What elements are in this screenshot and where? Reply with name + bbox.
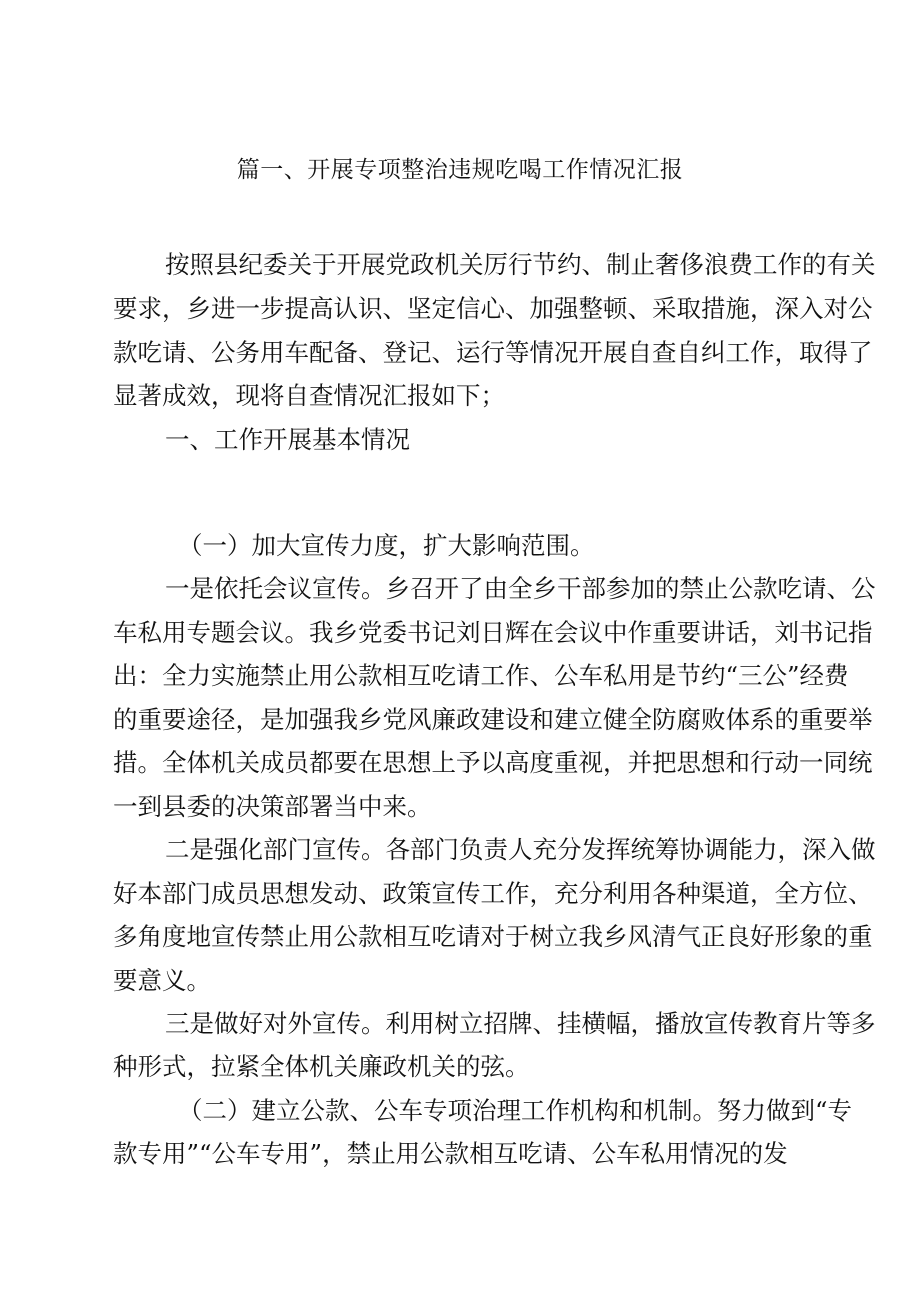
paragraph-line: 措。全体机关成员都要在思想上予以高度重视，并把思想和行动一同统 [113, 748, 873, 777]
paragraph-line: 车私用专题会议。我乡党委书记刘日辉在会议中作重要讲话，刘书记指 [113, 618, 873, 647]
document-title: 篇一、开展专项整治违规吃喝工作情况汇报 [236, 157, 684, 183]
paragraph-line: 出：全力实施禁止用公款相互吃请工作、公车私用是节约“三公”经费 [113, 661, 849, 690]
paragraph-line: 款专用”“公车专用”，禁止用公款相互吃请、公车私用情况的发 [113, 1139, 788, 1168]
paragraph-line: 二是强化部门宣传。各部门负责人充分发挥统筹协调能力，深入做 [165, 835, 876, 864]
paragraph-line: 款吃请、公务用车配备、登记、运行等情况开展自查自纠工作，取得了 [113, 338, 873, 367]
section-heading: 一、工作开展基本情况 [165, 425, 410, 454]
paragraph-line: 一是依托会议宣传。乡召开了由全乡干部参加的禁止公款吃请、公 [165, 574, 876, 603]
paragraph-line: 要意义。 [113, 966, 211, 995]
paragraph-line: 多角度地宣传禁止用公款相互吃请对于树立我乡风清气正良好形象的重 [113, 922, 873, 951]
subsection-heading: （一）加大宣传力度，扩大影响范围。 [178, 531, 595, 560]
paragraph-line: 好本部门成员思想发动、政策宣传工作，充分利用各种渠道，全方位、 [113, 879, 873, 908]
paragraph-line: 要求，乡进一步提高认识、坚定信心、加强整顿、采取措施，深入对公 [113, 294, 873, 323]
paragraph-line: 三是做好对外宣传。利用树立招牌、挂横幅，播放宣传教育片等多 [165, 1009, 876, 1038]
paragraph-line: 按照县纪委关于开展党政机关厉行节约、制止奢侈浪费工作的有关 [165, 250, 876, 279]
paragraph-line: 的重要途径，是加强我乡党风廉政建设和建立健全防腐败体系的重要举 [113, 705, 873, 734]
paragraph-line: 种形式，拉紧全体机关廉政机关的弦。 [113, 1052, 530, 1081]
subsection-heading: （二）建立公款、公车专项治理工作机构和机制。努力做到“专 [178, 1096, 853, 1125]
paragraph-line: 显著成效，现将自查情况汇报如下； [113, 381, 505, 410]
paragraph-line: 一到县委的决策部署当中来。 [113, 792, 432, 821]
